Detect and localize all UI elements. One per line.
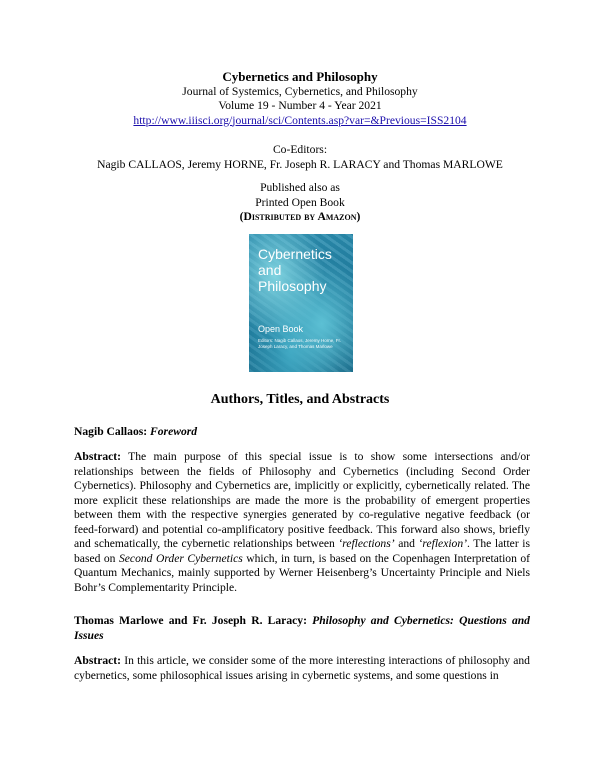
volume-line: Volume 19 - Number 4 - Year 2021 — [218, 99, 382, 112]
entry-authors: Thomas Marlowe and Fr. Joseph R. Laracy: — [74, 614, 307, 627]
distributed-by: (Distributed by Amazon) — [239, 210, 361, 223]
entry-heading — [74, 425, 530, 440]
coeditors-names: Nagib CALLAOS, Jeremy HORNE, Fr. Joseph R. LARACY and Thomas MARLOWE — [97, 157, 503, 171]
entry-title: Foreword — [150, 425, 198, 438]
published-line1: Published also as — [260, 181, 340, 194]
coeditors-block — [0, 143, 600, 172]
cover-subtitle: Open Book — [258, 324, 304, 334]
entry-abstract: Abstract: In this article, we consider some of the more interesting interactions of philosophy and cybernetics, some philosophical issues arising in cybernetic systems, and some questions in — [74, 654, 530, 682]
entry-heading — [74, 614, 530, 643]
journal-url-link[interactable]: http://www.iiisci.org/journal/sci/Contents.asp?var=&Previous=ISS2104 — [133, 113, 467, 127]
abstract-label: Abstract: — [74, 654, 122, 667]
entry-authors: Nagib Callaos: — [74, 425, 148, 438]
book-cover-image — [249, 234, 353, 372]
journal-subtitle: Journal of Systemics, Cybernetics, and Philosophy — [182, 84, 418, 98]
cover-title: Cybernetics and Philosophy — [258, 246, 332, 294]
entry-abstract: Abstract: The main purpose of this special issue is to show some intersections and/or relationships between the fields of Philosophy and Cybernetics (including Second Order Cybernetics). Philosophy and Cybernetics are, implicitly or explicitly, cybernetically related. The more explicit these relationships are made the more is the probability of emergent properties between them with the respective synergies generated by co-regulative negative feedback (or feed-forward) and potential co-amplificatory positive feedback. This forward also shows, briefly and schematically, the cybernetic relationships between ‘reflections’ and ‘reflexion’. The latter is based on Second Order Cybernetics which, in turn, is based on the Copenhagen Interpretation of Quantum Mechanics, mainly supported by Werner Heisenberg’s Uncertainty Principle and Niels Bohr’s Complementarity Principle. — [74, 450, 531, 594]
entry-title: Philosophy and Cybernetics: Questions and Issues — [74, 614, 530, 642]
journal-header — [0, 70, 600, 128]
published-line2: Printed Open Book — [255, 195, 345, 209]
section-title: Authors, Titles, and Abstracts — [210, 392, 390, 407]
published-block — [0, 181, 600, 225]
abstract-label: Abstract: — [74, 450, 122, 463]
coeditors-label: Co-Editors: — [272, 143, 328, 156]
cover-editors: Editors: Nagib Callaos, Jeremy Horne, Fr. Joseph Laracy, and Thomas Marlowe — [258, 338, 342, 349]
journal-title: Cybernetics and Philosophy — [222, 69, 378, 84]
